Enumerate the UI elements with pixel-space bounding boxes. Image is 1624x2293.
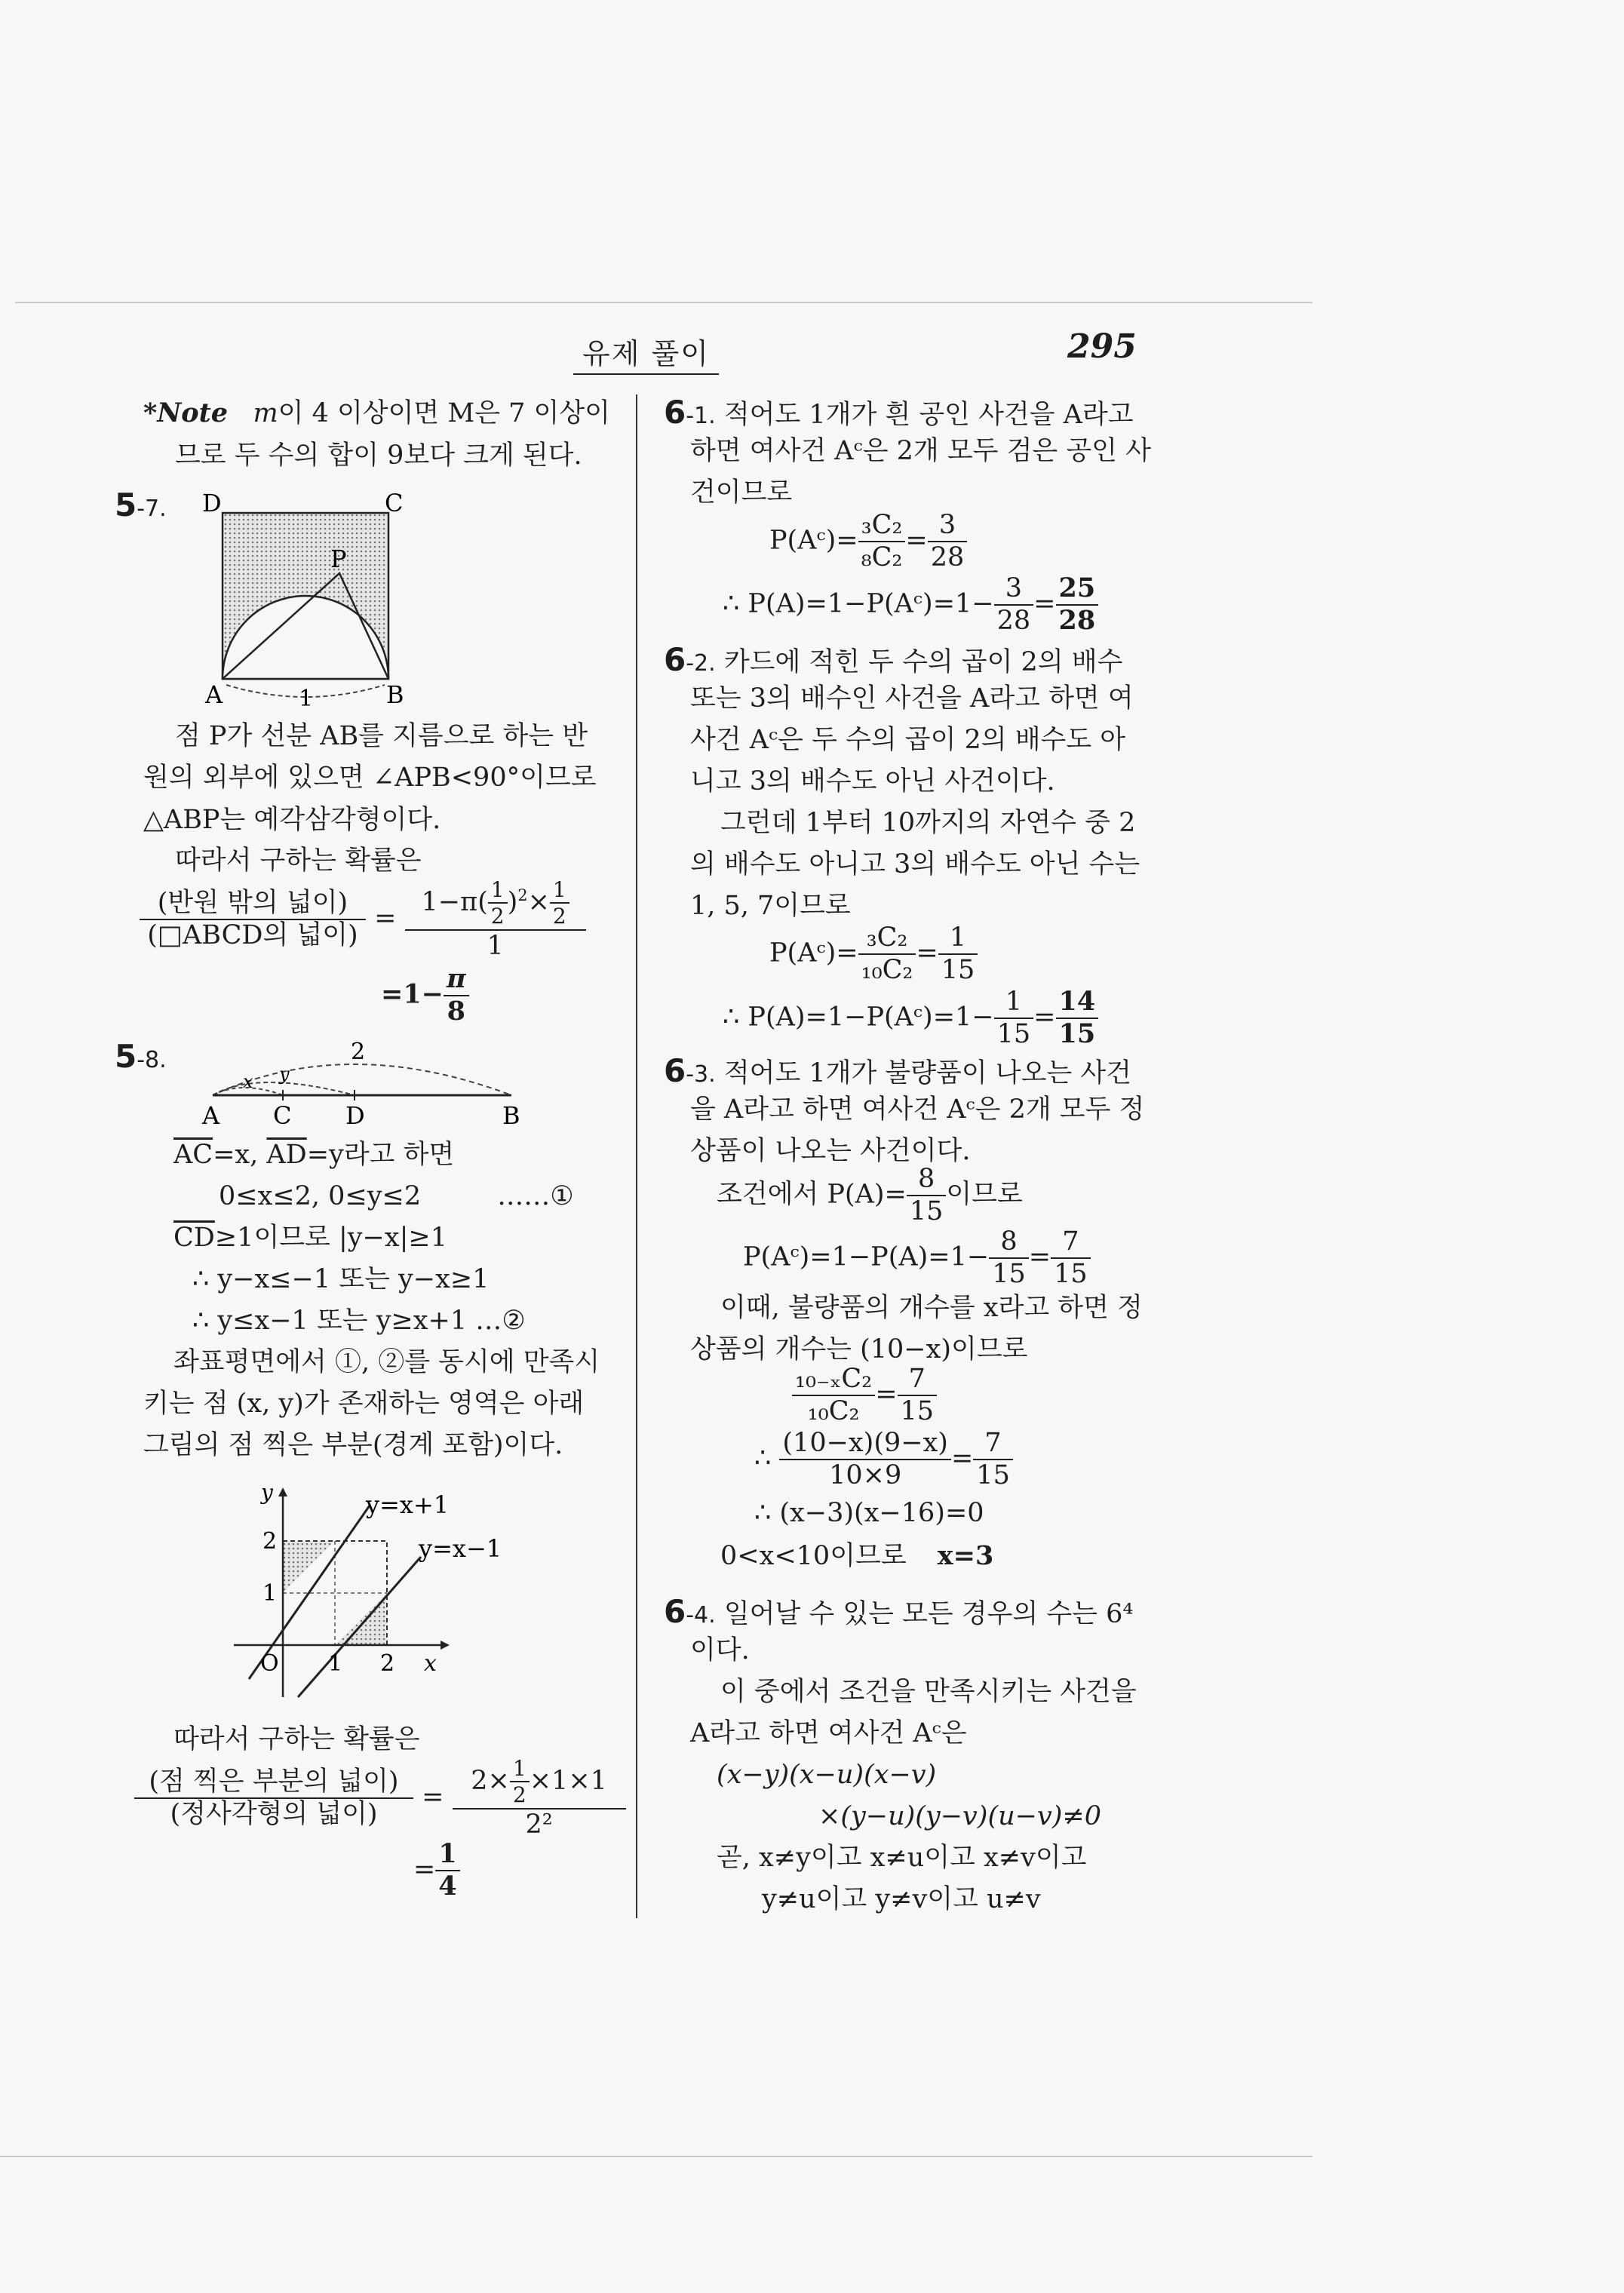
- p63-eq3-eq: =: [950, 1443, 974, 1474]
- p62-eq2-rden: 15: [1058, 1018, 1096, 1049]
- p63-eq1-rden: 15: [1054, 1258, 1088, 1289]
- p61-eq2-frac: [994, 575, 1034, 635]
- p57-lhs-fraction: [140, 889, 366, 950]
- p58-rhs-num: [453, 1757, 626, 1810]
- p62-eq2: [723, 988, 1098, 1048]
- p63-eq2-rden: 15: [900, 1395, 935, 1426]
- p58-half-num: 1: [510, 1757, 530, 1782]
- label-D: D: [345, 1101, 365, 1130]
- problem-number: 6: [664, 1593, 686, 1630]
- header-title: 유제 풀이: [573, 330, 719, 375]
- p63-eq5-a: 0<x<10이므로: [720, 1541, 907, 1571]
- p57-rhs-fraction: [405, 879, 586, 960]
- tick-y2: 2: [262, 1528, 278, 1555]
- p63-eq1-rfrac: [1051, 1228, 1091, 1288]
- eq1-label: y=x+1: [366, 1490, 450, 1519]
- label-two: 2: [351, 1041, 366, 1065]
- p62-eq2-num: 1: [994, 988, 1034, 1019]
- problem-label-5-8: [115, 1038, 167, 1076]
- p63-line4: [717, 1165, 1023, 1226]
- p62-line2: 또는 3의 배수인 사건을 A라고 하면 여: [690, 683, 1134, 714]
- p57-result-a: =1−: [381, 978, 444, 1010]
- p63-eq3-rden: 15: [976, 1460, 1010, 1490]
- p63-line4-den: 15: [909, 1196, 944, 1226]
- problem-6-1-line1: [664, 394, 1134, 431]
- problem-label-5-7: [115, 487, 167, 524]
- square-semicircle-figure: [196, 490, 422, 709]
- p57-text3: △ABP는 예각삼각형이다.: [143, 805, 441, 835]
- p63-eq5: [720, 1540, 993, 1572]
- p61-eq2-den: 28: [996, 605, 1031, 636]
- p63-eq2: [792, 1365, 937, 1426]
- p63-eq3-den: 10×9: [829, 1460, 902, 1490]
- p62-eq1-eq: =: [916, 938, 938, 968]
- note-line2: 므로 두 수의 합이 9보다 크게 된다.: [175, 440, 582, 471]
- p62-line7: 1, 5, 7이므로: [690, 891, 851, 921]
- label-P: P: [330, 545, 347, 573]
- p63-line4-b: 이므로: [946, 1179, 1023, 1210]
- p63-eq4: ∴ (x−3)(x−16)=0: [754, 1498, 984, 1528]
- p63-eq3-num: (10−x)(9−x): [779, 1429, 951, 1460]
- p61-eq2-rfrac: [1056, 572, 1099, 636]
- p57-text4: 따라서 구하는 확률은: [175, 846, 422, 876]
- p58-line6: 좌표평면에서 ①, ②를 동시에 만족시: [173, 1347, 600, 1377]
- p57-half2-den: 2: [552, 904, 566, 929]
- p61-eq1-den: ₈C₂: [861, 542, 903, 572]
- p63-eq1-eq: =: [1028, 1242, 1051, 1272]
- p63-line1: 적어도 1개가 불량품이 나오는 사건: [723, 1058, 1131, 1088]
- p58-half-den: 2: [512, 1782, 526, 1808]
- p62-line6: 의 배수도 아니고 3의 배수도 아닌 수는: [690, 849, 1140, 879]
- p58-line2-mark: ……①: [497, 1181, 574, 1211]
- p61-eq1-eq: =: [905, 525, 928, 556]
- label-B: B: [502, 1101, 520, 1130]
- p58-end: =y라고 하면: [306, 1140, 455, 1170]
- p58-prob-text: 따라서 구하는 확률은: [173, 1724, 420, 1754]
- p58-rhs-a: 2×: [471, 1765, 510, 1796]
- p61-eq2: [723, 572, 1098, 636]
- p61-eq1-num: ₃C₂: [858, 511, 906, 542]
- origin-label: O: [260, 1650, 279, 1677]
- p58-result-num: 1: [435, 1840, 459, 1871]
- p58-lhs-num: (점 찍은 부분의 넓이): [134, 1768, 413, 1799]
- p58-line1: [173, 1139, 454, 1171]
- segment-figure: [196, 1041, 543, 1131]
- p63-line4-frac: [907, 1165, 947, 1226]
- problem-number: 5: [115, 487, 137, 523]
- p58-fraction-eq: [134, 1757, 626, 1839]
- p63-eq3-rnum: 7: [973, 1429, 1013, 1460]
- p57-result-num: π: [444, 965, 469, 996]
- p63-eq2-den: ₁₀C₂: [807, 1395, 860, 1426]
- p57-rhs-den: 1: [487, 930, 504, 961]
- p61-eq1-rden: 28: [930, 542, 965, 572]
- p62-eq1-num: ₃C₂: [858, 924, 916, 955]
- bottom-rule: [0, 2156, 1312, 2157]
- p63-eq1-num: 8: [989, 1228, 1029, 1259]
- x-axis-label: x: [424, 1650, 437, 1677]
- p57-fraction-eq: [140, 879, 586, 960]
- p61-eq1-lhs: P(Aᶜ)=: [769, 525, 858, 556]
- p64-line1: 일어날 수 있는 모든 경우의 수는 6⁴: [723, 1599, 1134, 1629]
- p58-line4: ∴ y−x≤−1 또는 y−x≥1: [192, 1264, 490, 1294]
- p64-line6: ×(y−u)(y−v)(u−v)≠0: [818, 1801, 1102, 1831]
- p57-square: 2: [517, 886, 528, 905]
- p62-eq2-rfrac: [1056, 988, 1099, 1048]
- p63-line4-num: 8: [907, 1165, 947, 1196]
- p57-half: [488, 879, 508, 928]
- label-A: A: [202, 1101, 220, 1130]
- note-var: m: [253, 398, 278, 428]
- p63-eq2-frac: [792, 1365, 875, 1426]
- label-x: x: [243, 1071, 253, 1092]
- problem-number: 6: [664, 1052, 686, 1089]
- p62-eq2-den: 15: [996, 1018, 1031, 1049]
- p62-eq1-rden: 15: [941, 954, 975, 985]
- p62-line4: 니고 3의 배수도 아닌 사건이다.: [690, 766, 1055, 797]
- p57-lhs-den: (□ABCD의 넓이): [147, 919, 358, 950]
- tick-y1: 1: [262, 1580, 278, 1607]
- p61-eq2-num: 3: [994, 575, 1034, 606]
- problem-subnumber: -2.: [686, 650, 716, 677]
- p58-lhs-fraction: [134, 1768, 413, 1828]
- p63-line6: 상품의 개수는 (10−x)이므로: [690, 1334, 1028, 1364]
- p64-line3: 이 중에서 조건을 만족시키는 사건을: [720, 1677, 1137, 1707]
- x-axis-arrow: [441, 1641, 450, 1650]
- p57-half2: [550, 879, 569, 928]
- problem-subnumber: -8.: [137, 1047, 167, 1073]
- page-number: 295: [1067, 327, 1137, 366]
- top-rule: [15, 302, 1312, 303]
- p58-half: [510, 1757, 530, 1806]
- p57-eq: =: [374, 903, 397, 934]
- problem-6-4-line1: [664, 1593, 1133, 1631]
- label-D: D: [202, 490, 222, 517]
- p61-eq2-rden: 28: [1058, 604, 1096, 636]
- p57-rhs-num: 1−π( $\frac{1}{2}$ )$^2$× $\frac{1}{2}$: [405, 879, 586, 931]
- p58-lhs-den: (정사각형의 넓이): [170, 1798, 378, 1829]
- column-divider: [636, 394, 637, 1918]
- p63-line3: 상품이 나오는 사건이다.: [690, 1136, 971, 1166]
- p63-eq3: [754, 1429, 1013, 1490]
- label-A: A: [205, 680, 223, 709]
- p61-eq1-frac: [858, 511, 906, 572]
- p58-ad: $\overline{AD}$: [266, 1140, 307, 1170]
- note: [143, 398, 610, 429]
- p62-eq2-frac: [994, 988, 1034, 1048]
- label-y: y: [279, 1064, 290, 1085]
- p58-ac: $\overline{AC}$: [173, 1140, 213, 1170]
- p62-eq2-eq: =: [1033, 1002, 1056, 1033]
- p58-cd: $\overline{CD}$: [173, 1223, 215, 1253]
- problem-subnumber: -7.: [137, 496, 167, 522]
- p58-rhs-b: ×1×1: [529, 1765, 607, 1796]
- p61-line2: 하면 여사건 Aᶜ은 2개 모두 검은 공인 사: [690, 436, 1151, 466]
- p63-eq3-lhs: ∴: [754, 1443, 780, 1474]
- p57-result-frac: [444, 965, 469, 1026]
- p58-result-den: 4: [438, 1870, 457, 1902]
- coordinate-graph: [219, 1478, 551, 1712]
- p62-eq1-rnum: 1: [938, 924, 978, 955]
- eq2-label: y=x−1: [419, 1534, 502, 1563]
- p64-line8: y≠u이고 y≠v이고 u≠v: [762, 1884, 1041, 1914]
- p63-eq3-frac: [779, 1429, 951, 1490]
- label-C: C: [385, 490, 404, 517]
- p63-eq2-num: ₁₀₋ₓC₂: [792, 1365, 875, 1396]
- p57-text1: 점 P가 선분 AB를 지름으로 하는 반: [175, 721, 588, 751]
- p64-line2: 이다.: [690, 1635, 750, 1665]
- p61-eq2-lhs: ∴ P(A)=1−P(Aᶜ)=1−: [723, 588, 994, 619]
- problem-6-2-line1: [664, 641, 1122, 679]
- p63-eq2-eq: =: [875, 1379, 898, 1410]
- p58-line7: 키는 점 (x, y)가 존재하는 영역은 아래: [143, 1389, 585, 1419]
- tick-x1: 1: [328, 1650, 343, 1677]
- p63-line2: 을 A라고 하면 여사건 Aᶜ은 2개 모두 정: [690, 1094, 1145, 1125]
- shaded-region-lower: [335, 1593, 387, 1645]
- p57-rhs-num-a: 1−π: [421, 886, 478, 917]
- p63-eq1-den: 15: [992, 1258, 1026, 1289]
- problem-subnumber: -1.: [686, 403, 716, 429]
- p64-line5: (x−y)(x−u)(x−v): [717, 1760, 937, 1790]
- p61-eq2-eq: =: [1033, 588, 1056, 619]
- p62-line3: 사건 Aᶜ은 두 수의 곱이 2의 배수도 아: [690, 725, 1126, 755]
- label-one: 1: [299, 686, 314, 709]
- p57-times: ×: [527, 886, 550, 917]
- problem-number: 5: [115, 1038, 137, 1075]
- p58-line3: [173, 1222, 447, 1254]
- p57-text2: 원의 외부에 있으면 ∠APB<90°이므로: [143, 763, 597, 793]
- p57-half-num: 1: [488, 879, 508, 904]
- p58-line2: [219, 1180, 574, 1212]
- p63-line4-a: 조건에서 P(A)=: [717, 1179, 907, 1210]
- p58-line5: ∴ y≤x−1 또는 y≥x+1 …②: [192, 1306, 526, 1336]
- problem-number: 6: [664, 641, 686, 678]
- p58-result: [413, 1840, 460, 1901]
- p62-eq1: [769, 924, 978, 984]
- p62-eq2-lhs: ∴ P(A)=1−P(Aᶜ)=1−: [723, 1002, 994, 1033]
- p63-eq1: [743, 1228, 1091, 1288]
- p58-rhs-den: 2²: [525, 1809, 553, 1840]
- p61-eq2-rnum: 25: [1056, 575, 1099, 606]
- p63-eq3-rfrac: [973, 1429, 1013, 1490]
- p63-eq5-b: x=3: [937, 1540, 994, 1571]
- label-B: B: [386, 680, 404, 709]
- p61-eq1: [769, 511, 967, 572]
- p62-line1: 카드에 적힌 두 수의 곱이 2의 배수: [723, 647, 1123, 677]
- p64-line4: A라고 하면 여사건 Aᶜ은: [690, 1718, 967, 1748]
- problem-subnumber: -4.: [686, 1602, 716, 1628]
- y-axis-label: y: [261, 1480, 273, 1505]
- p58-line3-text: ≥1이므로 |y−x|≥1: [214, 1223, 448, 1253]
- p58-line2-text: 0≤x≤2, 0≤y≤2: [219, 1181, 422, 1211]
- p61-line3: 건이므로: [690, 477, 793, 508]
- p58-result-eq: =: [413, 1854, 436, 1885]
- arc-AB: [213, 1064, 511, 1095]
- p63-eq2-rfrac: [898, 1365, 938, 1426]
- p63-line5: 이때, 불량품의 개수를 x라고 하면 정: [720, 1293, 1143, 1323]
- p62-eq2-rnum: 14: [1056, 988, 1099, 1019]
- p62-line5: 그런데 1부터 10까지의 자연수 중 2: [720, 808, 1136, 838]
- problem-subnumber: -3.: [686, 1061, 716, 1088]
- p57-half2-num: 1: [550, 879, 569, 904]
- problem-6-3-line1: [664, 1052, 1131, 1090]
- p57-result: [381, 965, 469, 1026]
- tick-x2: 2: [380, 1650, 395, 1677]
- note-line1: 이 4 이상이면 M은 7 이상이: [278, 398, 610, 428]
- p63-eq1-rnum: 7: [1051, 1228, 1091, 1259]
- p58-eq: =: [422, 1782, 444, 1813]
- p63-eq1-lhs: P(Aᶜ)=1−P(A)=1−: [743, 1242, 990, 1272]
- p58-result-frac: [435, 1840, 459, 1901]
- p63-eq1-frac: [989, 1228, 1029, 1288]
- p62-eq1-lhs: P(Aᶜ)=: [769, 938, 858, 968]
- p57-result-den: 8: [447, 995, 465, 1027]
- p61-eq1-rfrac: [928, 511, 968, 572]
- p62-eq1-den: ₁₀C₂: [861, 954, 913, 985]
- p61-line1: 적어도 1개가 흰 공인 사건을 A라고: [723, 400, 1134, 430]
- y-axis-arrow: [278, 1487, 287, 1496]
- p58-line8: 그림의 점 찍은 부분(경계 포함)이다.: [143, 1430, 563, 1460]
- label-C: C: [273, 1101, 292, 1130]
- p57-lhs-num: (반원 밖의 넓이): [140, 889, 366, 920]
- p64-line7: 곧, x≠y이고 x≠u이고 x≠v이고: [717, 1843, 1087, 1873]
- p58-rhs-fraction: [453, 1757, 626, 1839]
- line-y-eq-x-minus-1: [298, 1557, 421, 1697]
- p62-eq1-frac: [858, 924, 916, 984]
- p57-half-den: 2: [490, 904, 505, 929]
- problem-number: 6: [664, 394, 686, 431]
- p61-eq1-rnum: 3: [928, 511, 968, 542]
- p58-mid: =x,: [213, 1140, 267, 1170]
- note-label: *Note: [143, 398, 229, 428]
- p62-eq1-rfrac: [938, 924, 978, 984]
- p63-eq2-rnum: 7: [898, 1365, 938, 1396]
